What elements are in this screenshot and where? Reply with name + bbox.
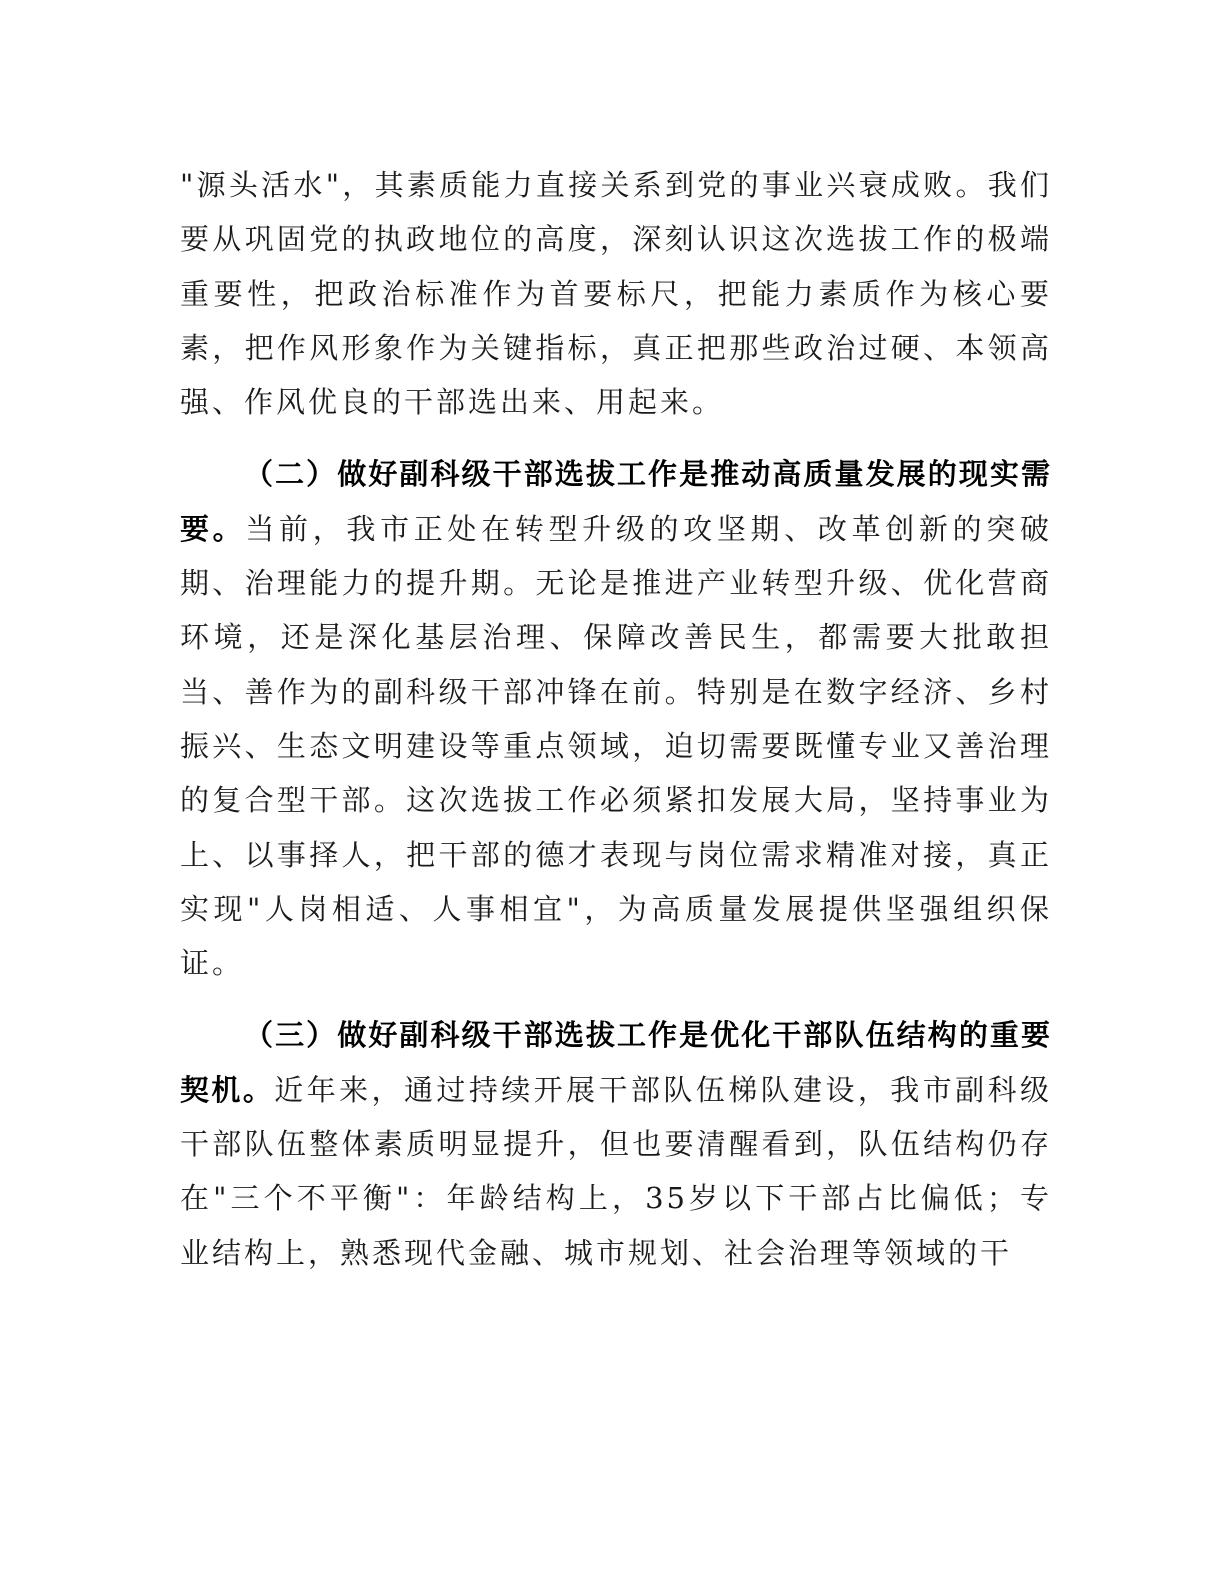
paragraph-section-2: [180, 447, 1052, 990]
section-heading-3: （三）做好副科级干部选拔工作是优化干部队伍结构的重要契机。: [180, 1018, 1052, 1107]
paragraph-continuation: [180, 158, 1052, 429]
paragraph-text: 当前，我市正处在转型升级的攻坚期、改革创新的突破期、治理能力的提升期。无论是推进产业转型升级、优化营商环境，还是深化基层治理、保障改善民生，都需要大批敢担当、善作为的副科级干部冲锋在前。特别是在数字经济、乡村振兴、生态文明建设等重点领域，迫切需要既懂专业又善治理的复合型干部。这次选拔工作必须紧扣发展大局，坚持事业为上、以事择人，把干部的德才表现与岗位需求精准对接，真正实现"人岗相适、人事相宜"，为高质量发展提供坚强组织保证。: [180, 511, 1052, 981]
paragraph-section-3: [180, 1008, 1052, 1279]
paragraph-text: 近年来，通过持续开展干部队伍梯队建设，我市副科级干部队伍整体素质明显提升，但也要清醒看到，队伍结构仍存在"三个不平衡"：年龄结构上，35岁以下干部占比偏低；专业结构上，熟悉现代金融、城市规划、社会治理等领域的干: [180, 1072, 1052, 1270]
document-body: [180, 158, 1052, 1280]
section-heading-2: （二）做好副科级干部选拔工作是推动高质量发展的现实需要。: [180, 457, 1052, 546]
paragraph-text: "源头活水"，其素质能力直接关系到党的事业兴衰成败。我们要从巩固党的执政地位的高度，深刻认识这次选拔工作的极端重要性，把政治标准作为首要标尺，把能力素质作为核心要素，把作风形象作为关键指标，真正把那些政治过硬、本领高强、作风优良的干部选出来、用起来。: [180, 168, 1052, 420]
